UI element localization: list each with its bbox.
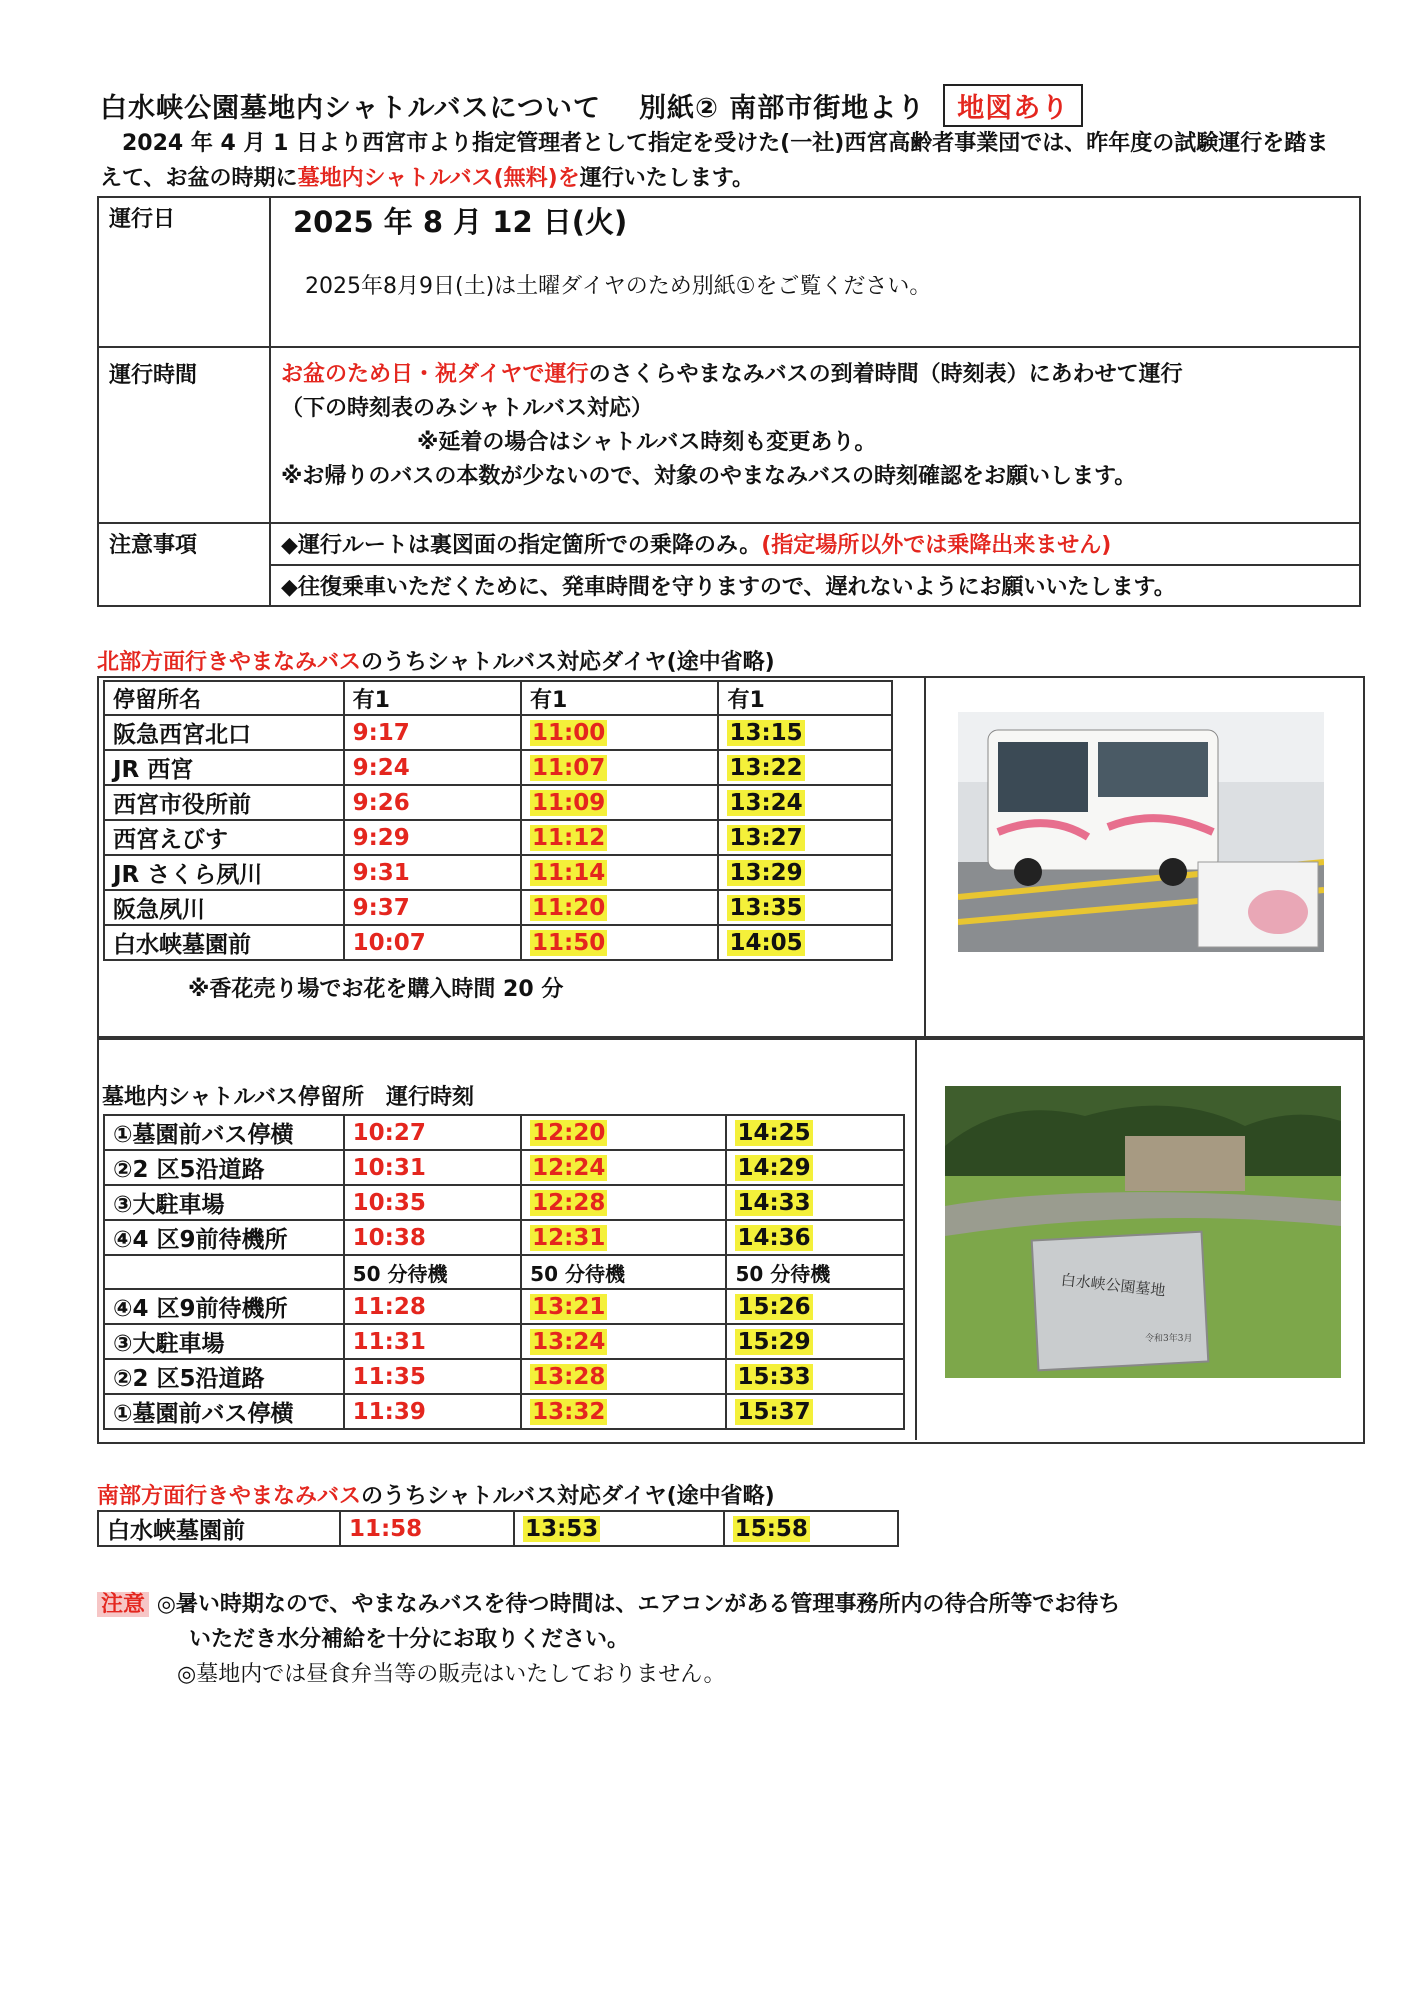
time-value: 9:31 (352, 859, 410, 886)
time-value: 13:35 (729, 894, 803, 921)
stop-name: 阪急夙川 (104, 890, 344, 925)
time-cell (521, 1150, 726, 1185)
time-value: 14:36 (737, 1224, 811, 1251)
date-value: 2025 年 8 月 12 日(火) (293, 205, 628, 239)
time-line-2: （下の時刻表のみシャトルバス対応） (281, 396, 654, 421)
wait-time: 50 分待機 (726, 1255, 904, 1289)
time-value: 15:33 (737, 1363, 811, 1390)
intro-text-1: 2024 年 4 月 1 日より西宮市より指定管理者として指定を受けた(一社)西宮高齢者事業団では、昨年度の試験運行を踏まえて、お盆の時期に (100, 131, 1329, 191)
time-cell (718, 925, 892, 960)
time-cell (521, 1115, 726, 1150)
time-cell (344, 890, 521, 925)
time-value: 11:00 (532, 719, 606, 746)
table-row (104, 785, 892, 820)
time-cell (718, 750, 892, 785)
time-cell (726, 1289, 904, 1324)
table-row (104, 1359, 904, 1394)
time-value: 13:29 (729, 859, 803, 886)
time-cell (521, 925, 718, 960)
time-cell (521, 1394, 726, 1429)
table-row (104, 1150, 904, 1185)
north-timetable (103, 680, 893, 961)
col-route-header: 有1 (718, 681, 892, 715)
time-cell (718, 820, 892, 855)
stop-name: ②2 区5沿道路 (104, 1359, 344, 1394)
bus-photo (958, 712, 1324, 952)
stop-name: ④4 区9前待機所 (104, 1220, 344, 1255)
table-row (104, 890, 892, 925)
footer-line-3: ◎墓地内では昼食弁当等の販売はいたしておりません。 (177, 1662, 726, 1687)
date-cell (270, 197, 1360, 347)
time-cell (521, 750, 718, 785)
time-cell (521, 820, 718, 855)
table-row (104, 1324, 904, 1359)
time-cell (344, 1115, 522, 1150)
stop-name: 阪急西宮北口 (104, 715, 344, 750)
time-cell (344, 855, 521, 890)
table-row (104, 750, 892, 785)
time-cell (726, 1324, 904, 1359)
time-cell (344, 820, 521, 855)
time-cell (726, 1394, 904, 1429)
monument-date: 令和3年3月 (1145, 1334, 1193, 1344)
time-value: 14:25 (737, 1119, 811, 1146)
intro-highlight: 墓地内シャトルバス(無料)を (297, 166, 580, 191)
time-cell (521, 1359, 726, 1394)
table-row (104, 1289, 904, 1324)
south-heading: 南部方面行きやまなみバスのうちシャトルバス対応ダイヤ(途中省略) (97, 1484, 775, 1509)
south-time-2: 13:53 (525, 1515, 599, 1542)
table-row (104, 925, 892, 960)
time-cell (521, 890, 718, 925)
time-cell (521, 785, 718, 820)
stop-name: JR 西宮 (104, 750, 344, 785)
monument-text: 白水峡公園墓地 (1059, 1270, 1167, 1300)
intro-paragraph (100, 126, 1350, 196)
time-value: 15:26 (737, 1293, 811, 1320)
time-value: 9:26 (352, 789, 410, 816)
time-label: 運行時間 (98, 347, 270, 523)
time-cell (344, 1289, 522, 1324)
south-timetable (97, 1510, 899, 1547)
caution-1: ◆運行ルートは裏図面の指定箇所での乗降のみ。(指定場所以外では乗降出来ません) (270, 523, 1360, 565)
time-cell (344, 785, 521, 820)
time-value: 13:24 (729, 789, 803, 816)
north-heading: 北部方面行きやまなみバスのうちシャトルバス対応ダイヤ(途中省略) (97, 650, 775, 675)
cemetery-photo (945, 1086, 1341, 1378)
time-cell (718, 785, 892, 820)
table-row (104, 1115, 904, 1150)
col-route-header: 有1 (521, 681, 718, 715)
time-cell (718, 855, 892, 890)
wait-blank (104, 1255, 344, 1289)
time-cell (344, 1185, 522, 1220)
time-value: 11:28 (352, 1293, 426, 1320)
shuttle-timetable (103, 1114, 905, 1430)
time-value: 13:32 (532, 1398, 606, 1425)
footer-line-1: ◎暑い時期なので、やまなみバスを待つ時間は、エアコンがある管理事務所内の待合所等でお待ち (156, 1592, 1121, 1617)
time-value: 13:15 (729, 719, 803, 746)
time-red: お盆のため日・祝ダイヤで運行 (281, 362, 589, 387)
time-value: 11:07 (532, 754, 606, 781)
footer-line-2: いただき水分補給を十分にお取りください。 (189, 1627, 630, 1652)
intro-text-2: 運行いたします。 (579, 166, 754, 191)
stop-name: JR さくら夙川 (104, 855, 344, 890)
time-value: 13:28 (532, 1363, 606, 1390)
footer-label: 注意 (97, 1592, 149, 1617)
time-cell (726, 1220, 904, 1255)
time-value: 15:29 (737, 1328, 811, 1355)
time-value: 12:31 (532, 1224, 606, 1251)
time-value: 10:07 (352, 929, 426, 956)
time-text: のさくらやまなみバスの到着時間（時刻表）にあわせて運行 (588, 362, 1183, 387)
time-value: 9:17 (352, 719, 410, 746)
table-row (104, 1220, 904, 1255)
time-value: 11:20 (532, 894, 606, 921)
time-value: 12:24 (532, 1154, 606, 1181)
col-route-header: 有1 (344, 681, 521, 715)
south-time-1: 11:58 (340, 1511, 514, 1546)
time-cell (521, 855, 718, 890)
time-value: 12:20 (532, 1119, 606, 1146)
time-cell (521, 1185, 726, 1220)
stop-name: ③大駐車場 (104, 1185, 344, 1220)
map-badge: 地図あり (943, 84, 1083, 127)
time-cell (344, 1359, 522, 1394)
time-value: 10:27 (352, 1119, 426, 1146)
table-row (104, 820, 892, 855)
time-value: 14:05 (729, 929, 803, 956)
time-value: 9:29 (352, 824, 410, 851)
time-value: 9:24 (352, 754, 410, 781)
time-cell (344, 750, 521, 785)
south-stop: 白水峡墓園前 (98, 1511, 340, 1546)
time-cell (718, 715, 892, 750)
caution-2: ◆往復乗車いただくために、発車時間を守りますので、遅れないようにお願いいたします。 (270, 565, 1360, 606)
time-cell (521, 1220, 726, 1255)
time-cell (344, 1324, 522, 1359)
north-note: ※香花売り場でお花を購入時間 20 分 (188, 977, 564, 1002)
time-value: 11:35 (352, 1363, 426, 1390)
time-cell (521, 1324, 726, 1359)
south-time-3: 15:58 (734, 1515, 808, 1542)
footer-notes (97, 1587, 1120, 1692)
cemetery-image (945, 1086, 1341, 1378)
bus-image (958, 712, 1324, 952)
time-cell (344, 1220, 522, 1255)
time-cell (270, 347, 1360, 523)
title-text: 白水峡公園墓地内シャトルバスについて (100, 93, 602, 124)
col-stop-header: 停留所名 (104, 681, 344, 715)
info-table (97, 196, 1361, 607)
time-value: 13:27 (729, 824, 803, 851)
date-note: 2025年8月9日(土)は土曜ダイヤのため別紙①をご覧ください。 (305, 274, 932, 299)
page-title (100, 84, 1083, 127)
time-cell (344, 1394, 522, 1429)
time-value: 10:31 (352, 1154, 426, 1181)
stop-name: 西宮えびす (104, 820, 344, 855)
time-cell (521, 715, 718, 750)
stop-name: ①墓園前バス停横 (104, 1115, 344, 1150)
time-value: 13:22 (729, 754, 803, 781)
date-label: 運行日 (98, 197, 270, 347)
wait-time: 50 分待機 (521, 1255, 726, 1289)
time-value: 11:39 (352, 1398, 426, 1425)
time-value: 11:31 (352, 1328, 426, 1355)
time-value: 13:24 (532, 1328, 606, 1355)
table-row (104, 715, 892, 750)
north-header-row (104, 681, 892, 715)
wait-row (104, 1255, 904, 1289)
time-cell (726, 1150, 904, 1185)
time-value: 10:35 (352, 1189, 426, 1216)
shuttle-heading: 墓地内シャトルバス停留所 運行時刻 (102, 1085, 475, 1110)
stop-name: 西宮市役所前 (104, 785, 344, 820)
time-value: 12:28 (532, 1189, 606, 1216)
time-cell (718, 890, 892, 925)
time-value: 14:33 (737, 1189, 811, 1216)
time-cell (521, 1289, 726, 1324)
annex-label: 別紙② 南部市街地より (639, 93, 926, 124)
time-line-3: ※延着の場合はシャトルバス時刻も変更あり。 (417, 430, 877, 455)
caution-label: 注意事項 (98, 523, 270, 565)
time-cell (344, 925, 521, 960)
time-cell (726, 1115, 904, 1150)
stop-name: ②2 区5沿道路 (104, 1150, 344, 1185)
stop-name: 白水峡墓園前 (104, 925, 344, 960)
time-cell (726, 1359, 904, 1394)
stop-name: ③大駐車場 (104, 1324, 344, 1359)
time-value: 11:09 (532, 789, 606, 816)
wait-time: 50 分待機 (344, 1255, 522, 1289)
time-cell (344, 1150, 522, 1185)
time-value: 15:37 (737, 1398, 811, 1425)
south-row (98, 1511, 898, 1546)
time-value: 9:37 (352, 894, 410, 921)
time-value: 11:14 (532, 859, 606, 886)
time-cell (344, 715, 521, 750)
table-row (104, 1394, 904, 1429)
stop-name: ①墓園前バス停横 (104, 1394, 344, 1429)
table-row (104, 855, 892, 890)
time-value: 11:12 (532, 824, 606, 851)
table-row (104, 1185, 904, 1220)
time-value: 14:29 (737, 1154, 811, 1181)
time-value: 11:50 (532, 929, 606, 956)
time-value: 10:38 (352, 1224, 426, 1251)
stop-name: ④4 区9前待機所 (104, 1289, 344, 1324)
time-line-4: ※お帰りのバスの本数が少ないので、対象のやまなみバスの時刻確認をお願いします。 (281, 464, 1137, 489)
time-cell (726, 1185, 904, 1220)
time-value: 13:21 (532, 1293, 606, 1320)
